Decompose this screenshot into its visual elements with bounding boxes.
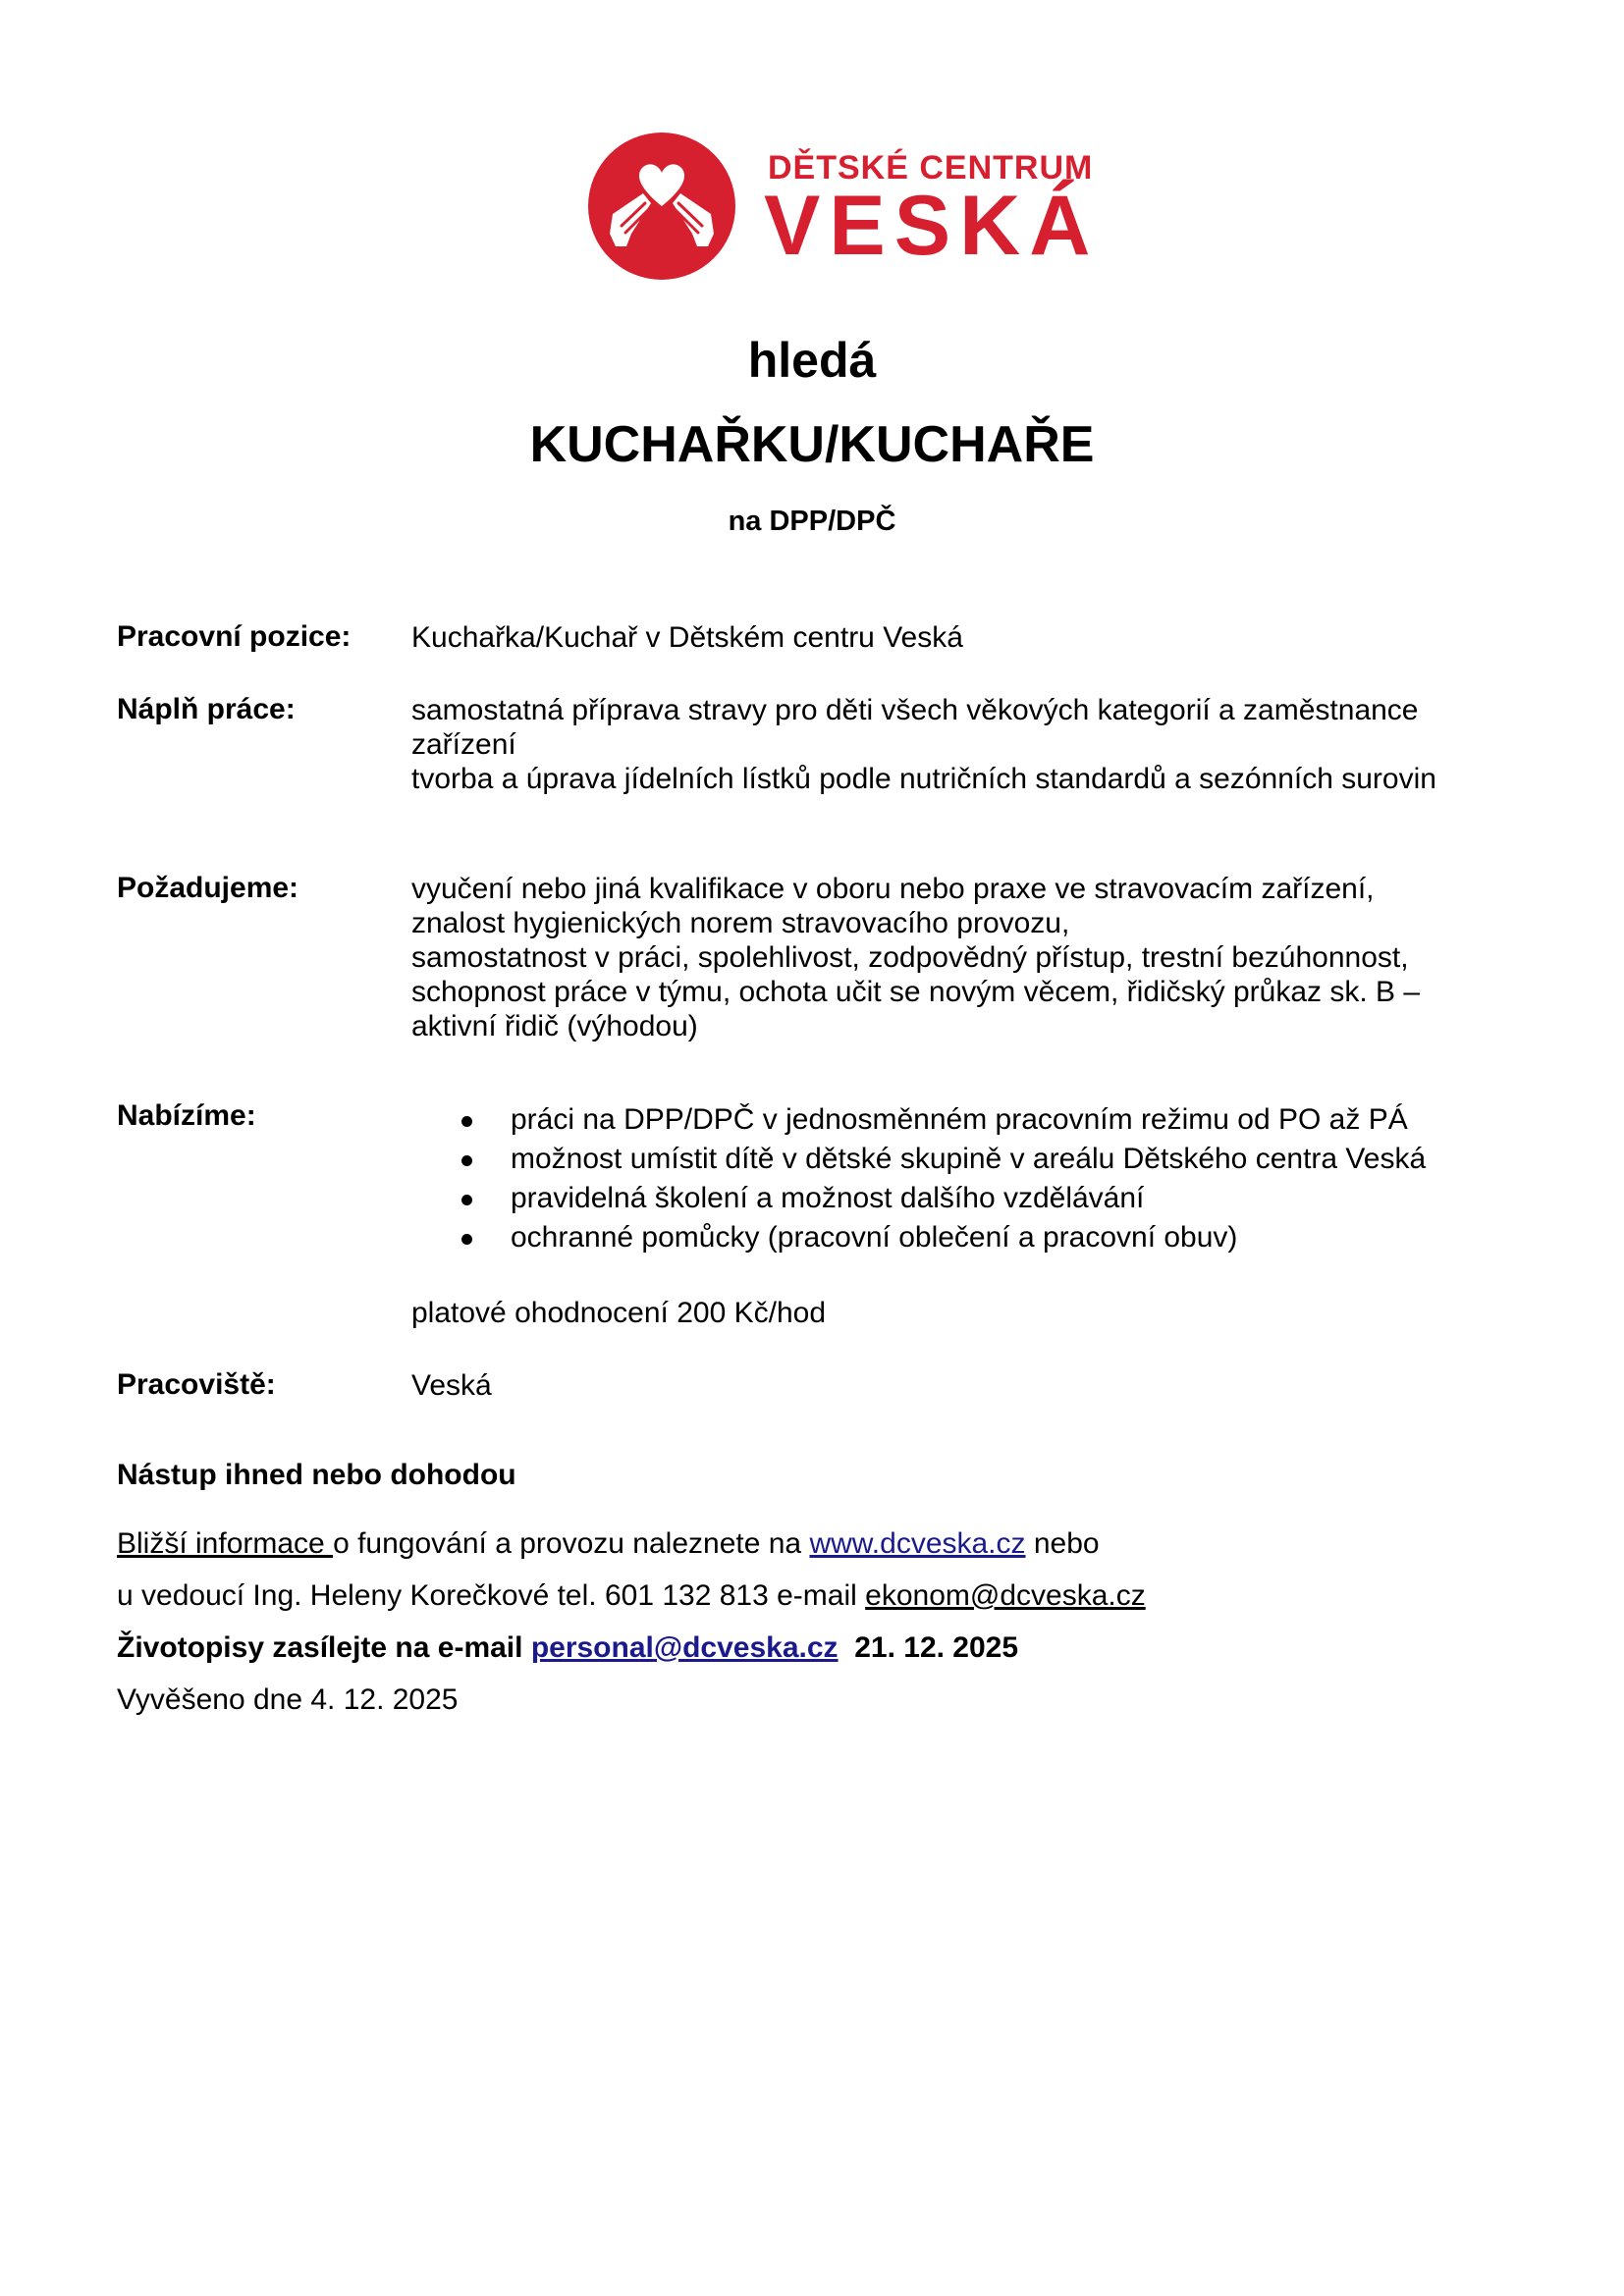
cv-line: [117, 1631, 1018, 1665]
offer-item: práci na DPP/DPČ v jednosměnném pracovním režimu od PO až PÁ: [511, 1103, 1408, 1136]
requirements-line: vyučení nebo jiná kvalifikace v oboru nebo praxe ve stravovacím zařízení,: [411, 873, 1375, 905]
position-value: Kuchařka/Kuchař v Dětském centru Veská: [411, 621, 963, 654]
workplace-label: Pracoviště:: [117, 1368, 276, 1401]
posted-date-text: Vyvěšeno dne 4. 12. 2025: [117, 1683, 459, 1716]
offer-item: možnost umístit dítě v dětské skupině v areálu Dětského centra Veská: [511, 1143, 1427, 1175]
requirements-line: aktivní řidič (výhodou): [411, 1010, 698, 1042]
logo-title-line1: DĚTSKÉ CENTRUM: [768, 149, 1094, 187]
offer-item: ochranné pomůcky (pracovní oblečení a pracovní obuv): [511, 1221, 1238, 1254]
info-suffix: nebo: [1025, 1527, 1100, 1560]
contact-text: u vedoucí Ing. Heleny Korečkové tel. 601 132 813 e-mail: [117, 1579, 866, 1612]
cv-email-link[interactable]: personal@dcveska.cz: [530, 1631, 839, 1664]
info-link[interactable]: Bližší informace: [117, 1527, 334, 1560]
requirements-line: samostatnost v práci, spolehlivost, zodpovědný přístup, trestní bezúhonnost,: [411, 941, 1409, 974]
headline-seeks: hledá: [747, 333, 877, 388]
duties-text: [411, 693, 1436, 796]
contact-line: [117, 1579, 1146, 1613]
headline-contract: na DPP/DPČ: [728, 506, 896, 537]
duties-line: zařízení: [411, 728, 516, 761]
workplace-value: Veská: [411, 1369, 492, 1402]
duties-label: Náplň práce:: [117, 693, 296, 725]
requirements-label: Požadujeme:: [117, 872, 299, 904]
offer-label: Nabízíme:: [117, 1099, 256, 1132]
salary-text: platové ohodnocení 200 Kč/hod: [411, 1297, 827, 1329]
deadline-text: 21. 12. 2025: [838, 1631, 1019, 1664]
duties-line: samostatná příprava stravy pro děti všech věkových kategorií a zaměstnance: [411, 694, 1419, 726]
info-line: [117, 1527, 1100, 1561]
contact-email-link[interactable]: ekonom@dcveska.cz: [865, 1579, 1146, 1612]
offer-item: pravidelná školení a možnost dalšího vzdělávání: [511, 1182, 1145, 1214]
headline-position: KUCHAŘKU/KUCHAŘE: [529, 416, 1095, 473]
requirements-line: znalost hygienických norem stravovacího provozu,: [411, 907, 1070, 939]
requirements-text: [411, 872, 1420, 1043]
requirements-line: schopnost práce v týmu, ochota učit se novým věcem, řidičský průkaz sk. B –: [411, 976, 1421, 1008]
website-link[interactable]: www.dcveska.cz: [809, 1527, 1026, 1560]
info-text: o fungování a provozu naleznete na: [333, 1527, 810, 1560]
start-date-text: Nástup ihned nebo dohodou: [117, 1459, 516, 1491]
cv-text: Životopisy zasílejte na e-mail: [117, 1631, 531, 1664]
duties-line: tvorba a úprava jídelních lístků podle nutričních standardů a sezónních surovin: [411, 763, 1436, 795]
position-label: Pracovní pozice:: [117, 620, 352, 653]
logo-title-line2: VESKÁ: [764, 179, 1100, 273]
